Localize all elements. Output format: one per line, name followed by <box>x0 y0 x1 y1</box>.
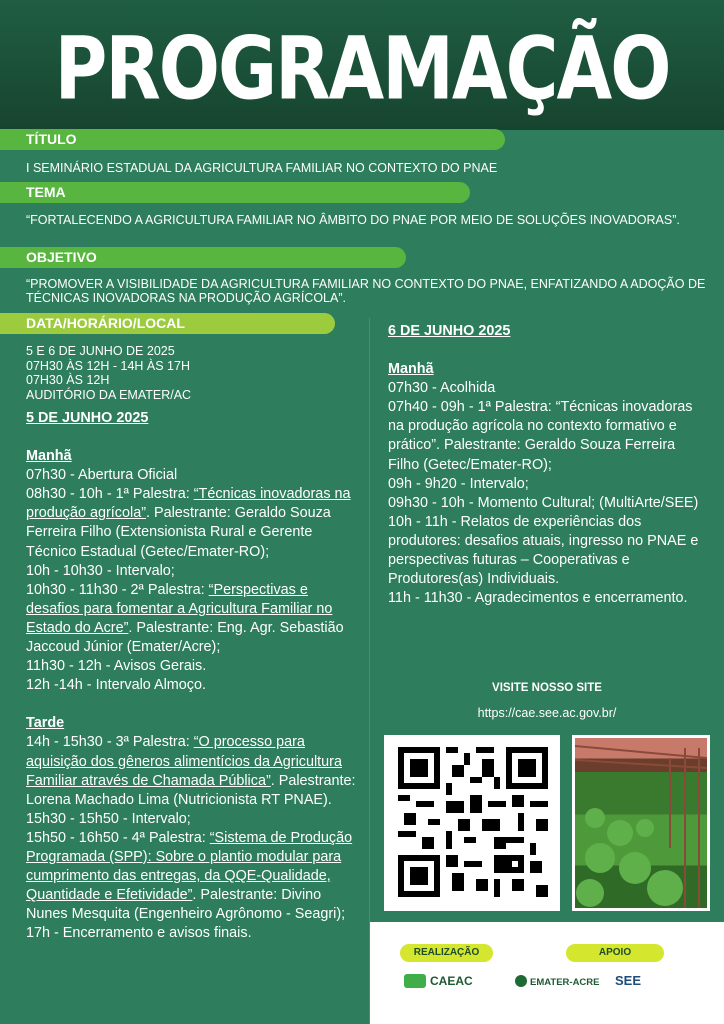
schedule-item: 07h30 - Abertura Oficial <box>26 467 178 484</box>
site-url-link[interactable]: https://cae.see.ac.gov.br/ <box>477 706 617 720</box>
schedule-item: 09h - 9h20 - Intervalo; <box>388 475 529 492</box>
qr-code-icon <box>398 747 548 897</box>
greenhouse-image <box>575 738 707 908</box>
apoio-badge: APOIO <box>566 944 664 962</box>
day2-title: 6 DE JUNHO 2025 <box>388 323 511 339</box>
talk-title-link[interactable]: “O processo para aquisição dos gêneros alimentícios da Agricultura Familiar através de Chamada Pública” <box>26 734 342 789</box>
datahora-label: DATA/HORÁRIO/LOCAL <box>0 313 335 334</box>
day1-manha-heading: Manhã <box>26 448 72 465</box>
titulo-label: TÍTULO <box>0 129 505 150</box>
datahora-line: AUDITÓRIO DA EMATER/AC <box>26 387 192 402</box>
emater-logo: EMATER-ACRE <box>515 972 615 990</box>
realizacao-badge: REALIZAÇÃO <box>400 944 493 962</box>
titulo-text: I SEMINÁRIO ESTADUAL DA AGRICULTURA FAMILIAR NO CONTEXTO DO PNAE <box>26 161 498 175</box>
day2-manha-heading: Manhã <box>388 361 434 378</box>
emater-mark-icon <box>515 975 527 987</box>
schedule-item: 12h -14h - Intervalo Almoço. <box>26 677 206 694</box>
day2-column <box>388 322 710 608</box>
objetivo-label: OBJETIVO <box>0 247 406 268</box>
schedule-item: 08h30 - 10h - 1ª Palestra: “Técnicas inovadoras na produção agrícola”. Palestrante: Geraldo Souza Ferreira Filho (Extensionista Rural e Gerente Técnico Estadual (Getec/Emater-RO); <box>26 486 351 560</box>
schedule-item: 11h30 - 12h - Avisos Gerais. <box>26 658 207 675</box>
day1-column <box>26 409 361 943</box>
schedule-item: 10h - 11h - Relatos de experiências dos produtores: desafios atuais, ingresso no PNAE e perspectivas futuras – Cooperativas e Produtores(as) Individuais. <box>388 513 699 588</box>
talk-title-link[interactable]: “Perspectivas e desafios para fomentar a Agricultura Familiar no Estado do Acre” <box>26 581 333 636</box>
talk-title-link[interactable]: “Sistema de Produção Programada (SPP): Sobre o plantio modular para cumprimento das entregas, da QQE-Qualidade, Quantidade e Efetividade” <box>26 829 353 904</box>
qr-code[interactable] <box>384 735 560 911</box>
datahora-line: 5 E 6 DE JUNHO DE 2025 <box>26 344 175 358</box>
schedule-item: 11h - 11h30 - Agradecimentos e encerramento. <box>388 590 688 607</box>
caeac-leaf-icon <box>404 974 426 988</box>
schedule-item: 07h30 - Acolhida <box>388 380 496 397</box>
objetivo-text: “PROMOVER A VISIBILIDADE DA AGRICULTURA FAMILIAR NO CONTEXTO DO PNAE, ENFATIZANDO A ADOÇÃO DE TÉCNICAS INOVADORAS NA PRODUÇÃO AGRÍCOLA”. <box>26 277 706 305</box>
datahora-block <box>26 344 356 402</box>
schedule-item: 10h - 10h30 - Intervalo; <box>26 562 175 579</box>
day1-title: 5 DE JUNHO 2025 <box>26 410 149 426</box>
greenhouse-photo <box>572 735 710 911</box>
day1-tarde-heading: Tarde <box>26 715 65 732</box>
schedule-item: 17h - Encerramento e avisos finais. <box>26 925 252 942</box>
datahora-line: 07H30 ÀS 12H <box>26 373 110 387</box>
see-logo: SEE <box>615 973 642 988</box>
schedule-item: 09h30 - 10h - Momento Cultural; (MultiArte/SEE) <box>388 494 699 511</box>
column-divider <box>369 318 370 1024</box>
schedule-item: 15h30 - 15h50 - Intervalo; <box>26 810 191 827</box>
talk-title-link[interactable]: “Técnicas inovadoras na produção agrícola” <box>26 486 351 522</box>
caeac-logo: CAEAC <box>404 972 479 990</box>
datahora-line: 07H30 ÀS 12H - 14H ÀS 17H <box>26 358 190 373</box>
tema-text: “FORTALECENDO A AGRICULTURA FAMILIAR NO ÂMBITO DO PNAE POR MEIO DE SOLUÇÕES INOVADORAS”. <box>26 213 680 227</box>
tema-label: TEMA <box>0 182 470 203</box>
page-title: PROGRAMAÇÃO <box>54 18 670 119</box>
schedule-item: 14h - 15h30 - 3ª Palestra: “O processo para aquisição dos gêneros alimentícios da Agricultura Familiar através de Chamada Pública”. Palestrante: Lorena Machado Lima (Nutricionista RT PNAE). <box>26 734 356 808</box>
schedule-item: 10h30 - 11h30 - 2ª Palestra: “Perspectivas e desafios para fomentar a Agricultura Familiar no Estado do Acre”. Palestrante: Eng. Agr. Sebastião Jaccoud Júnior (Emater/Acre); <box>26 581 344 656</box>
schedule-item: 15h50 - 16h50 - 4ª Palestra: “Sistema de Produção Programada (SPP): Sobre o plantio modular para cumprimento das entregas, da QQE-Qualidade, Quantidade e Efetividade”. Palestrante: Divino Nunes Mesquita (Engenheiro Agrônomo - Seagri); <box>26 829 353 923</box>
site-label: VISITE NOSSO SITE <box>492 682 602 694</box>
greenhouse-icon <box>575 738 707 908</box>
footer-sponsors <box>370 922 724 1024</box>
schedule-item: 07h40 - 09h - 1ª Palestra: “Técnicas inovadoras na produção agrícola no contexto formativo e prático”. Palestrante: Geraldo Souza Ferreira Filho (Getec/Emater-RO); <box>388 399 693 473</box>
